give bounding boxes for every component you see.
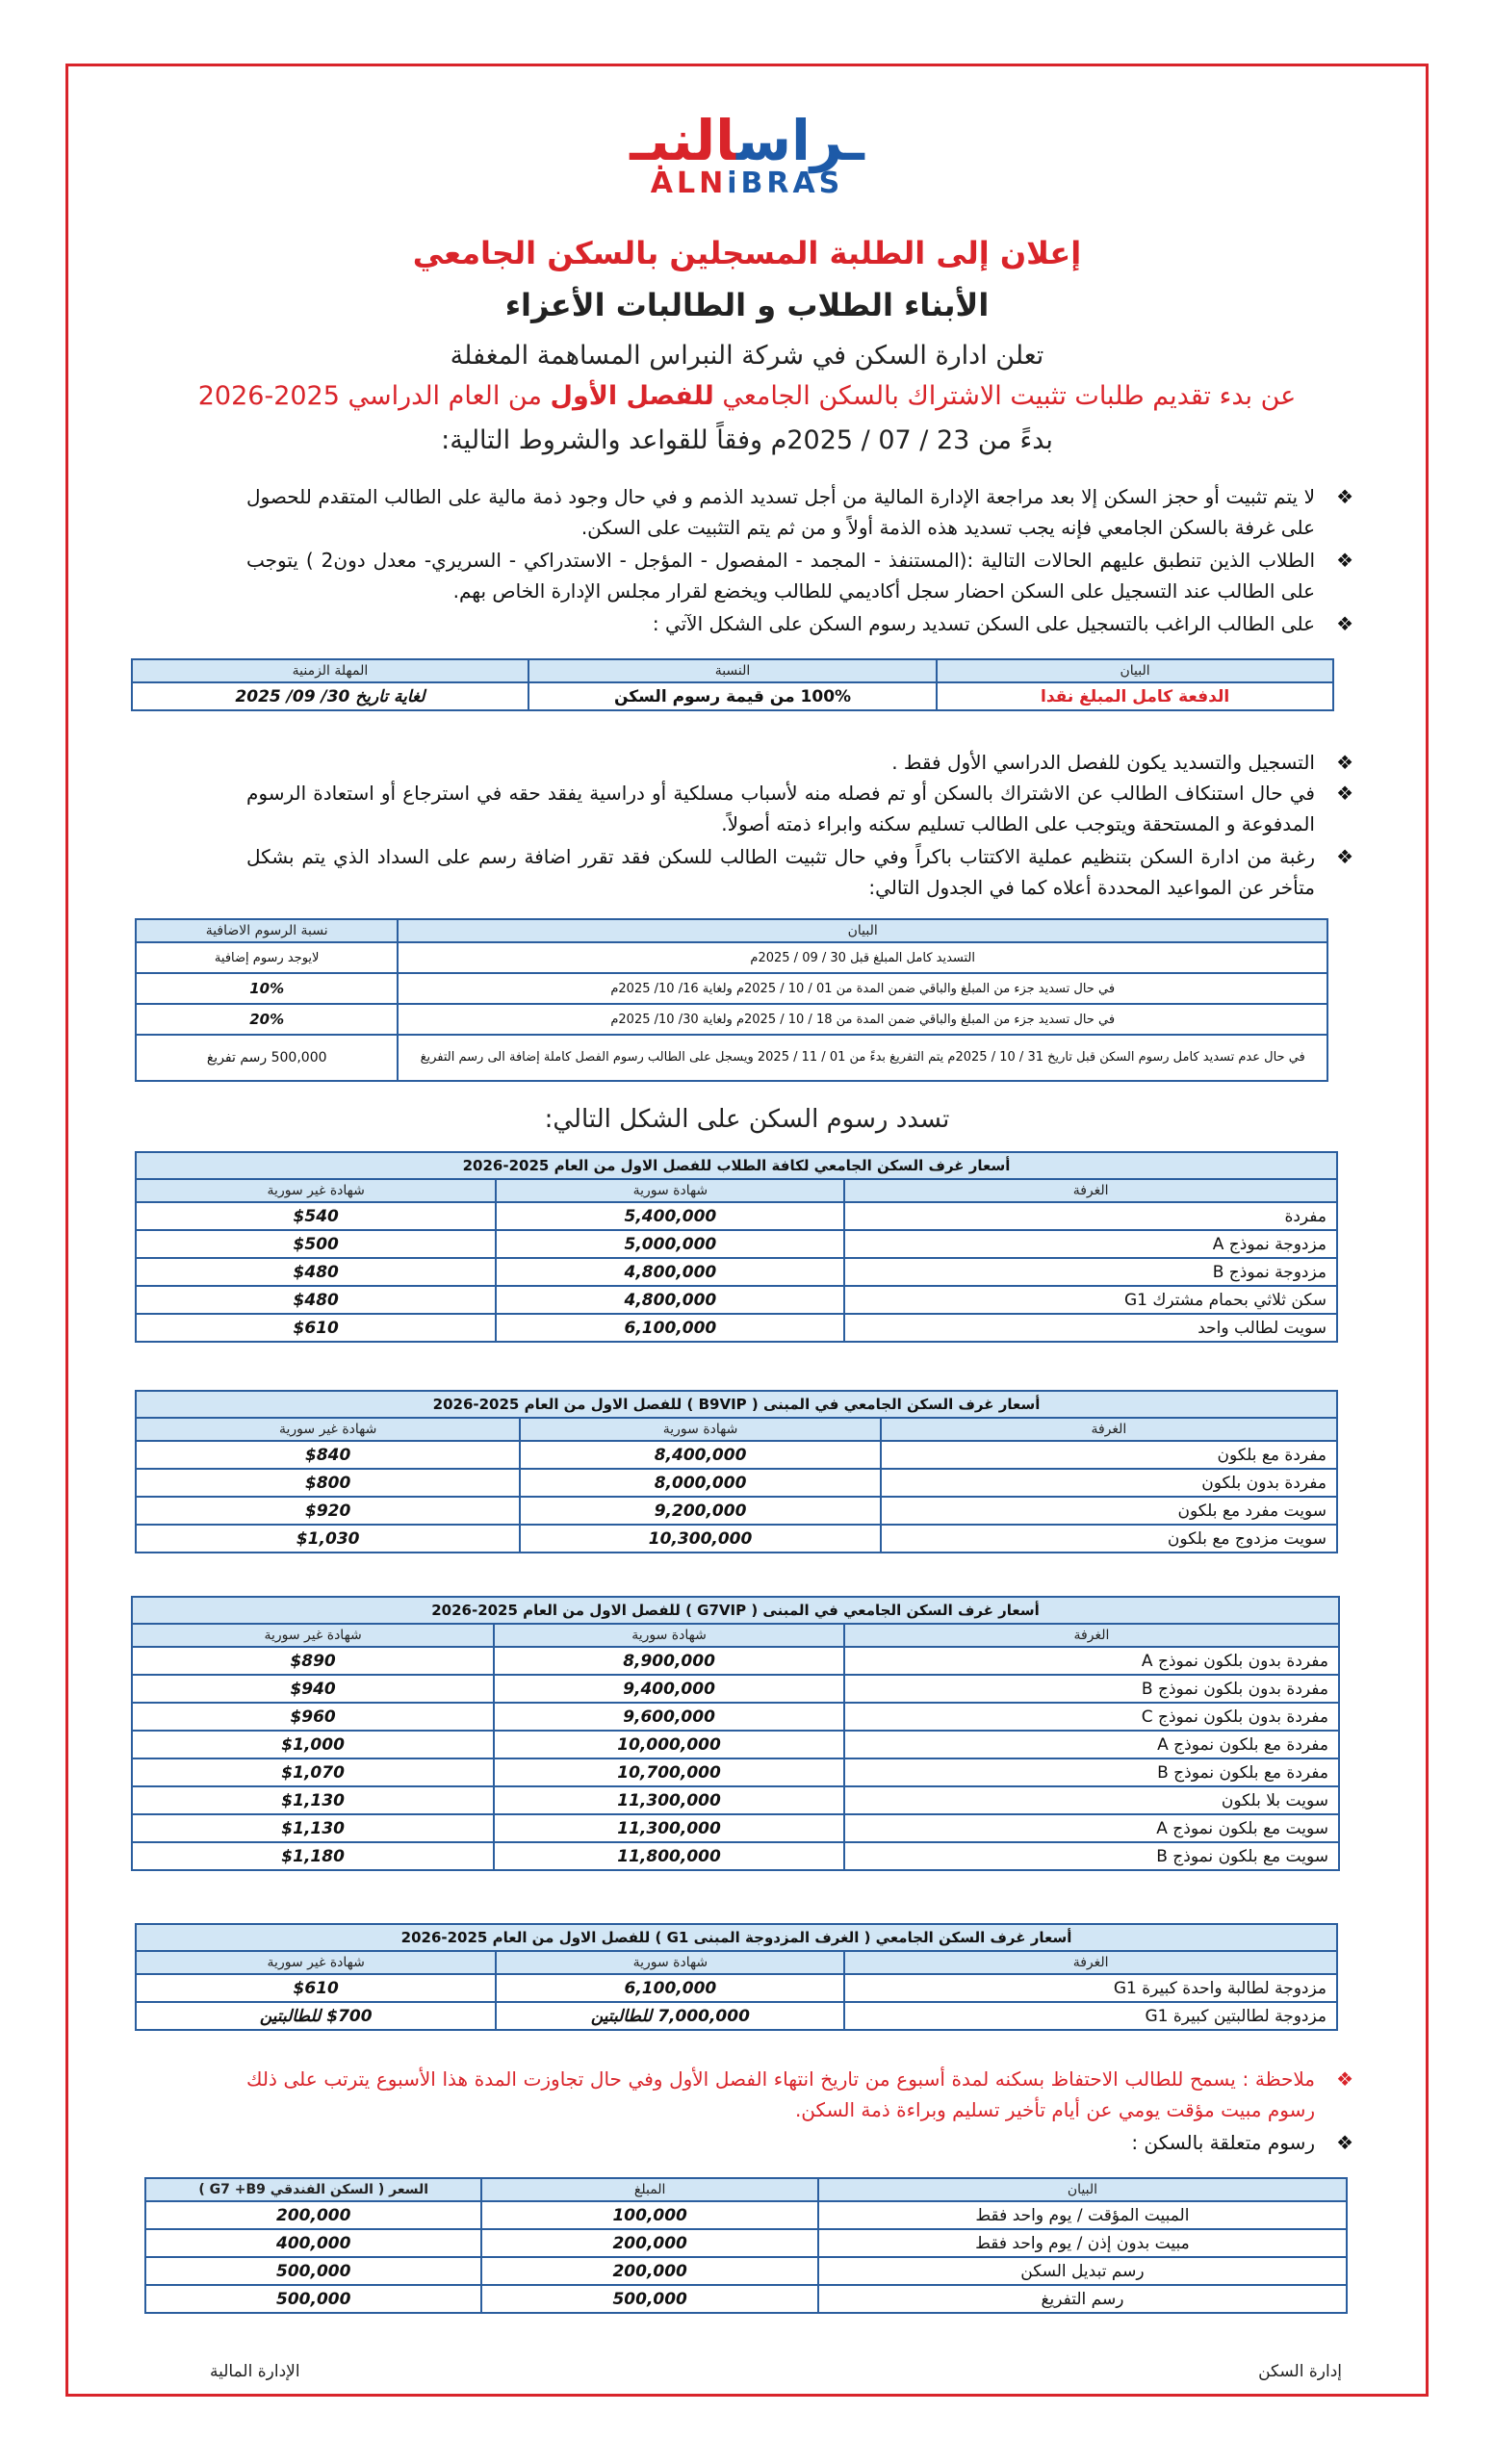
diamond-bullet-icon: ❖: [1336, 612, 1353, 635]
table-row: مفردة مع بلكون 8,400,000 $840: [136, 1441, 1337, 1469]
diamond-bullet-icon: ❖: [1336, 845, 1353, 868]
bullet-item: ❖ على الطالب الراغب بالتسجيل على السكن تسديد رسوم السكن على الشكل الآتي :: [246, 608, 1315, 639]
table-row: سكن ثلاثي بحمام مشترك G1 4,800,000 $480: [136, 1286, 1337, 1314]
diamond-bullet-icon: ❖: [1336, 485, 1353, 508]
footer-housing-admin: إدارة السكن: [1258, 2362, 1342, 2381]
table-row: مزدوجة لطالبة واحدة كبيرة G1 6,100,000 $610: [136, 1974, 1337, 2002]
prices-table-g1-double: أسعار غرف السكن الجامعي ( الغرف المزدوجة المبنى G1 ) للفصل الاول من العام 2025-2026 الغرفة شهادة سورية شهادة غير سورية مزدوجة لطالبة واحدة كبيرة G1 6,100,000 $610 مزدوجة لطالبتين كبيرة G1 7,000,000 للطالبتين $700 للطالبتين: [135, 1923, 1338, 2031]
table-row: رسم التفريغ 500,000 500,000: [145, 2285, 1347, 2313]
intro-line: تعلن ادارة السكن في شركة النبراس المساهمة المغفلة: [450, 341, 1044, 371]
table-row: سويت مع بلكون نموذج B 11,800,000 $1,180: [132, 1842, 1339, 1870]
note-text: ❖ ملاحظة : يسمح للطالب الاحتفاظ بسكنه لمدة أسبوع من تاريخ انتهاء الفصل الأول وفي حال تجاوزت المدة هذا الأسبوع يترتب على ذلك رسوم مبيت مؤقت يومي عن أيام تأخير تسليم وبراءة ذمة السكن.: [246, 2064, 1315, 2125]
alnibras-logo: [65, 108, 1429, 200]
table-row: مفردة 5,400,000 $540: [136, 1202, 1337, 1230]
diamond-bullet-icon: ❖: [1336, 549, 1353, 572]
page-title: إعلان إلى الطلبة المسجلين بالسكن الجامعي: [412, 235, 1082, 271]
footer-finance-admin: الإدارة المالية: [210, 2362, 300, 2381]
logo-arabic: ـراسالنبـ: [630, 108, 864, 173]
table-row: مفردة بدون بلكون نموذج A 8,900,000 $890: [132, 1647, 1339, 1675]
table-row: مزدوجة نموذج B 4,800,000 $480: [136, 1258, 1337, 1286]
payment-table: البيان النسبة المهلة الزمنية الدفعة كامل المبلغ نقدا 100% من قيمة رسوم السكن لغاية تاريخ 30/ 09/ 2025: [131, 658, 1334, 711]
bullet-item: ❖ رغبة من ادارة السكن بتنظيم عملية الاكتتاب باكراً وفي حال تثبيت الطالب للسكن فقد تقرر اضافة رسم على السداد الذي يتم بشكل متأخر عن المواعيد المحددة أعلاه كما في الجدول التالي:: [246, 841, 1315, 903]
fees-label: ❖ رسوم متعلقة بالسكن :: [246, 2127, 1315, 2158]
announcement-line: عن بدء تقديم طلبات تثبيت الاشتراك بالسكن الجامعي للفصل الأول من العام الدراسي 2025-2026: [197, 381, 1297, 411]
table-row: سويت مزدوج مع بلكون 10,300,000 $1,030: [136, 1525, 1337, 1553]
diamond-bullet-icon: ❖: [1336, 2131, 1353, 2154]
prices-table-b9vip: أسعار غرف السكن الجامعي في المبنى ( B9VIP ) للفصل الاول من العام 2025-2026 الغرفة شهادة سورية شهادة غير سورية مفردة مع بلكون 8,400,000 $840 مفردة بدون بلكون 8,000,000 $800 سويت مفرد مع بلكون 9,200,000 $920 سويت مزدوج مع بلكون 10,300,000 $1,030: [135, 1390, 1338, 1553]
bullet-item: ❖ في حال استنكاف الطالب عن الاشتراك بالسكن أو تم فصله منه لأسباب مسلكية أو دراسية يفقد حقه في استرجاع أو استعادة الرسوم المدفوعة و المستحقة ويتوجب على الطالب تسليم سكنه وابراء ذمته أصولاً.: [246, 778, 1315, 839]
table-row: سويت بلا بلكون 11,300,000 $1,130: [132, 1786, 1339, 1814]
table-row: مزدوجة نموذج A 5,000,000 $500: [136, 1230, 1337, 1258]
prices-table-general: أسعار غرف السكن الجامعي لكافة الطلاب للفصل الاول من العام 2025-2026 الغرفة شهادة سورية شهادة غير سورية مفردة 5,400,000 $540 مزدوجة نموذج A 5,000,000 $500 مزدوجة نموذج B 4,800,000 $480 سكن ثلاثي بحمام مشترك G1 4,800,000 $480 سويت لطالب واحد 6,100,000 $610: [135, 1151, 1338, 1343]
table-row: مفردة مع بلكون نموذج B 10,700,000 $1,070: [132, 1758, 1339, 1786]
fees-table: البيان المبلغ السعر ( السكن الفندقي G7 +B9 ) المبيت المؤقت / يوم واحد فقط 100,000 200,000 مبيت بدون إذن / يوم واحد فقط 200,000 400,000 رسم تبديل السكن 200,000 500,000 رسم التفريغ 500,000 500,000: [144, 2177, 1348, 2314]
table-row: مفردة بدون بلكون نموذج C 9,600,000 $960: [132, 1703, 1339, 1731]
diamond-bullet-icon: ❖: [1336, 2067, 1353, 2091]
bullet-item: ❖ لا يتم تثبيت أو حجز السكن إلا بعد مراجعة الإدارة المالية من أجل تسديد الذمم و في حال وجود ذمة مالية على الطالب المتقدم للحصول على غرفة بالسكن الجامعي فإنه يجب تسديد هذه الذمة أولاً و من ثم يتم التثبيت على السكن.: [246, 481, 1315, 543]
table-row: سويت لطالب واحد 6,100,000 $610: [136, 1314, 1337, 1342]
table-row: المبيت المؤقت / يوم واحد فقط 100,000 200,000: [145, 2201, 1347, 2229]
table-row: مفردة بدون بلكون نموذج B 9,400,000 $940: [132, 1675, 1339, 1703]
logo-english: ALNiBRAS: [650, 167, 844, 200]
table-row: رسم تبديل السكن 200,000 500,000: [145, 2257, 1347, 2285]
start-date-line: بدءً من 23 / 07 / 2025م وفقاً للقواعد والشروط التالية:: [441, 425, 1053, 455]
bullet-item: ❖ التسجيل والتسديد يكون للفصل الدراسي الأول فقط .: [246, 747, 1315, 778]
page-subtitle: الأبناء الطلاب و الطالبات الأعزاء: [504, 287, 990, 323]
section-title: تسدد رسوم السكن على الشكل التالي:: [544, 1105, 950, 1134]
diamond-bullet-icon: ❖: [1336, 782, 1353, 805]
table-row: سويت مفرد مع بلكون 9,200,000 $920: [136, 1497, 1337, 1525]
table-row: مفردة مع بلكون نموذج A 10,000,000 $1,000: [132, 1731, 1339, 1758]
table-row: مفردة بدون بلكون 8,000,000 $800: [136, 1469, 1337, 1497]
announcement-page: [65, 64, 1429, 2397]
table-row: مبيت بدون إذن / يوم واحد فقط 200,000 400,000: [145, 2229, 1347, 2257]
late-fees-table: البيان نسبة الرسوم الاضافية التسديد كامل المبلغ قبل 30 / 09 / 2025م لايوجد رسوم إضافية في حال تسديد جزء من المبلغ والباقي ضمن المدة من 01 / 10 / 2025م ولغاية 16/ 10/ 2025م 10% في حال تسديد جزء من المبلغ والباقي ضمن المدة من 18 / 10 / 2025م ولغاية 30/ 10/ 2025م 20% في حال عدم تسديد كامل رسوم السكن قبل تاريخ 31 / 10 / 2025م يتم التفريغ بدءً من 01 / 11 / 2025 ويسجل على الطالب رسوم الفصل كاملة إضافة الى رسم التفريغ 500,000 رسم تفريغ: [135, 918, 1328, 1082]
prices-table-g7vip: أسعار غرف السكن الجامعي في المبنى ( G7VIP ) للفصل الاول من العام 2025-2026 الغرفة شهادة سورية شهادة غير سورية مفردة بدون بلكون نموذج A 8,900,000 $890 مفردة بدون بلكون نموذج B 9,400,000 $940 مفردة بدون بلكون نموذج C 9,600,000 $960 مفردة مع بلكون نموذج A 10,000,000 $1,000 مفردة مع بلكون نموذج B 10,700,000 $1,070 سويت بلا بلكون 11,300,000 $1,130 سويت مع بلكون نموذج A 11,300,000 $1,130 سويت مع بلكون نموذج B 11,800,000 $1,180: [131, 1596, 1340, 1871]
table-row: سويت مع بلكون نموذج A 11,300,000 $1,130: [132, 1814, 1339, 1842]
bullet-item: ❖ الطلاب الذين تنطبق عليهم الحالات التالية :(المستنفذ - المجمد - المفصول - المؤجل - الاستدراكي - السريري- معدل دون2 ) يتوجب على الطالب عند التسجيل على السكن احضار سجل أكاديمي للطالب ويخضع لقرار مجلس الإدارة الخاص بهم.: [246, 545, 1315, 606]
table-row: مزدوجة لطالبتين كبيرة G1 7,000,000 للطالبتين $700 للطالبتين: [136, 2002, 1337, 2030]
diamond-bullet-icon: ❖: [1336, 751, 1353, 774]
